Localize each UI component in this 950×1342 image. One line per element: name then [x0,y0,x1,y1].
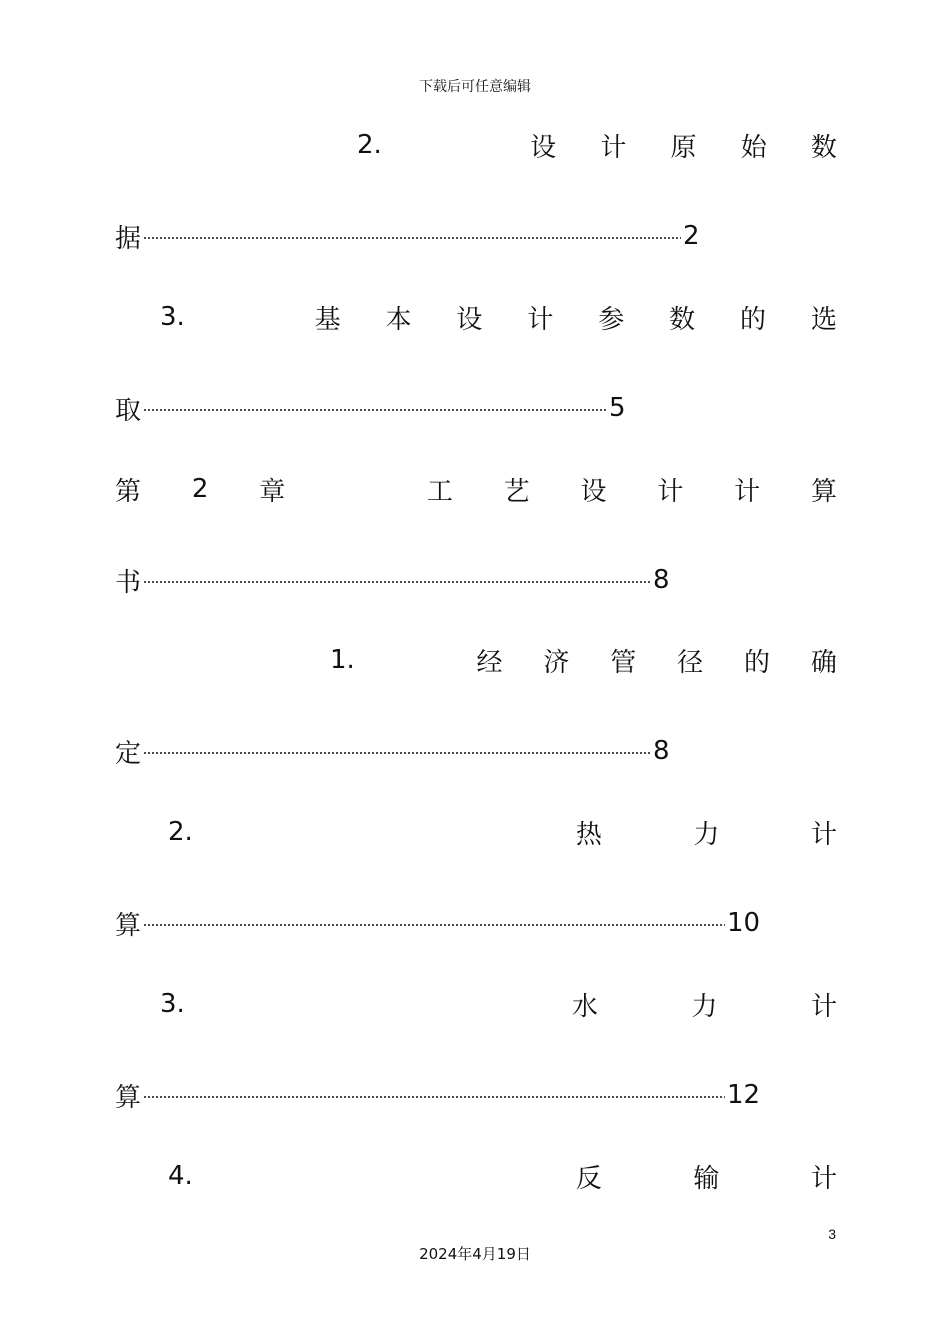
footer-date: 2024年4月19日 [419,1245,531,1263]
toc-entry-6-number: 3. [160,989,185,1019]
toc-entry-4-leader[interactable]: 定 8 [115,736,670,769]
toc-entry-4-page: 8 [653,736,670,766]
toc-entry-2-number: 3. [160,302,185,332]
toc-entry-7-title: 4. 反 输 计 [168,1161,837,1194]
toc-entry-6-title: 3. 水 力 计 [160,989,837,1022]
toc-entry-5-page: 10 [727,908,761,938]
toc-entry-3-leader[interactable]: 书 8 [115,565,670,598]
toc-entry-6-page: 12 [727,1080,761,1110]
toc-entry-1-leader[interactable]: 据 2 [115,221,700,254]
toc-entry-1-number: 2. [357,130,382,160]
toc-entry-4-title: 1. 经 济 管 径 的 确 [330,645,837,678]
toc-entry-5-number: 2. [168,817,193,847]
dot-leader [143,752,651,754]
page-header: 下载后可任意编辑 [419,79,531,95]
toc-entry-2-leader[interactable]: 取 5 [115,393,626,426]
toc-entry-3-title: 第 2 章 工 艺 设 计 计 算 [115,474,837,507]
toc-entry-1-page: 2 [683,221,700,251]
toc-entry-5-title: 2. 热 力 计 [168,817,837,850]
toc-entry-2-title: 3. 基 本 设 计 参 数 的 选 [160,302,837,335]
dot-leader [143,409,607,411]
toc-entry-1-title: 2. 设 计 原 始 数 [357,130,837,163]
toc-entry-6-leader[interactable]: 算 12 [115,1080,761,1113]
toc-entry-2-page: 5 [609,393,626,423]
dot-leader [143,1096,725,1098]
toc-entry-5-leader[interactable]: 算 10 [115,908,761,941]
toc-entry-4-number: 1. [330,645,355,675]
page-number: 3 [828,1226,836,1242]
toc-entry-7-number: 4. [168,1161,193,1191]
dot-leader [143,924,725,926]
toc-entry-3-page: 8 [653,565,670,595]
dot-leader [143,581,651,583]
dot-leader [143,237,681,239]
